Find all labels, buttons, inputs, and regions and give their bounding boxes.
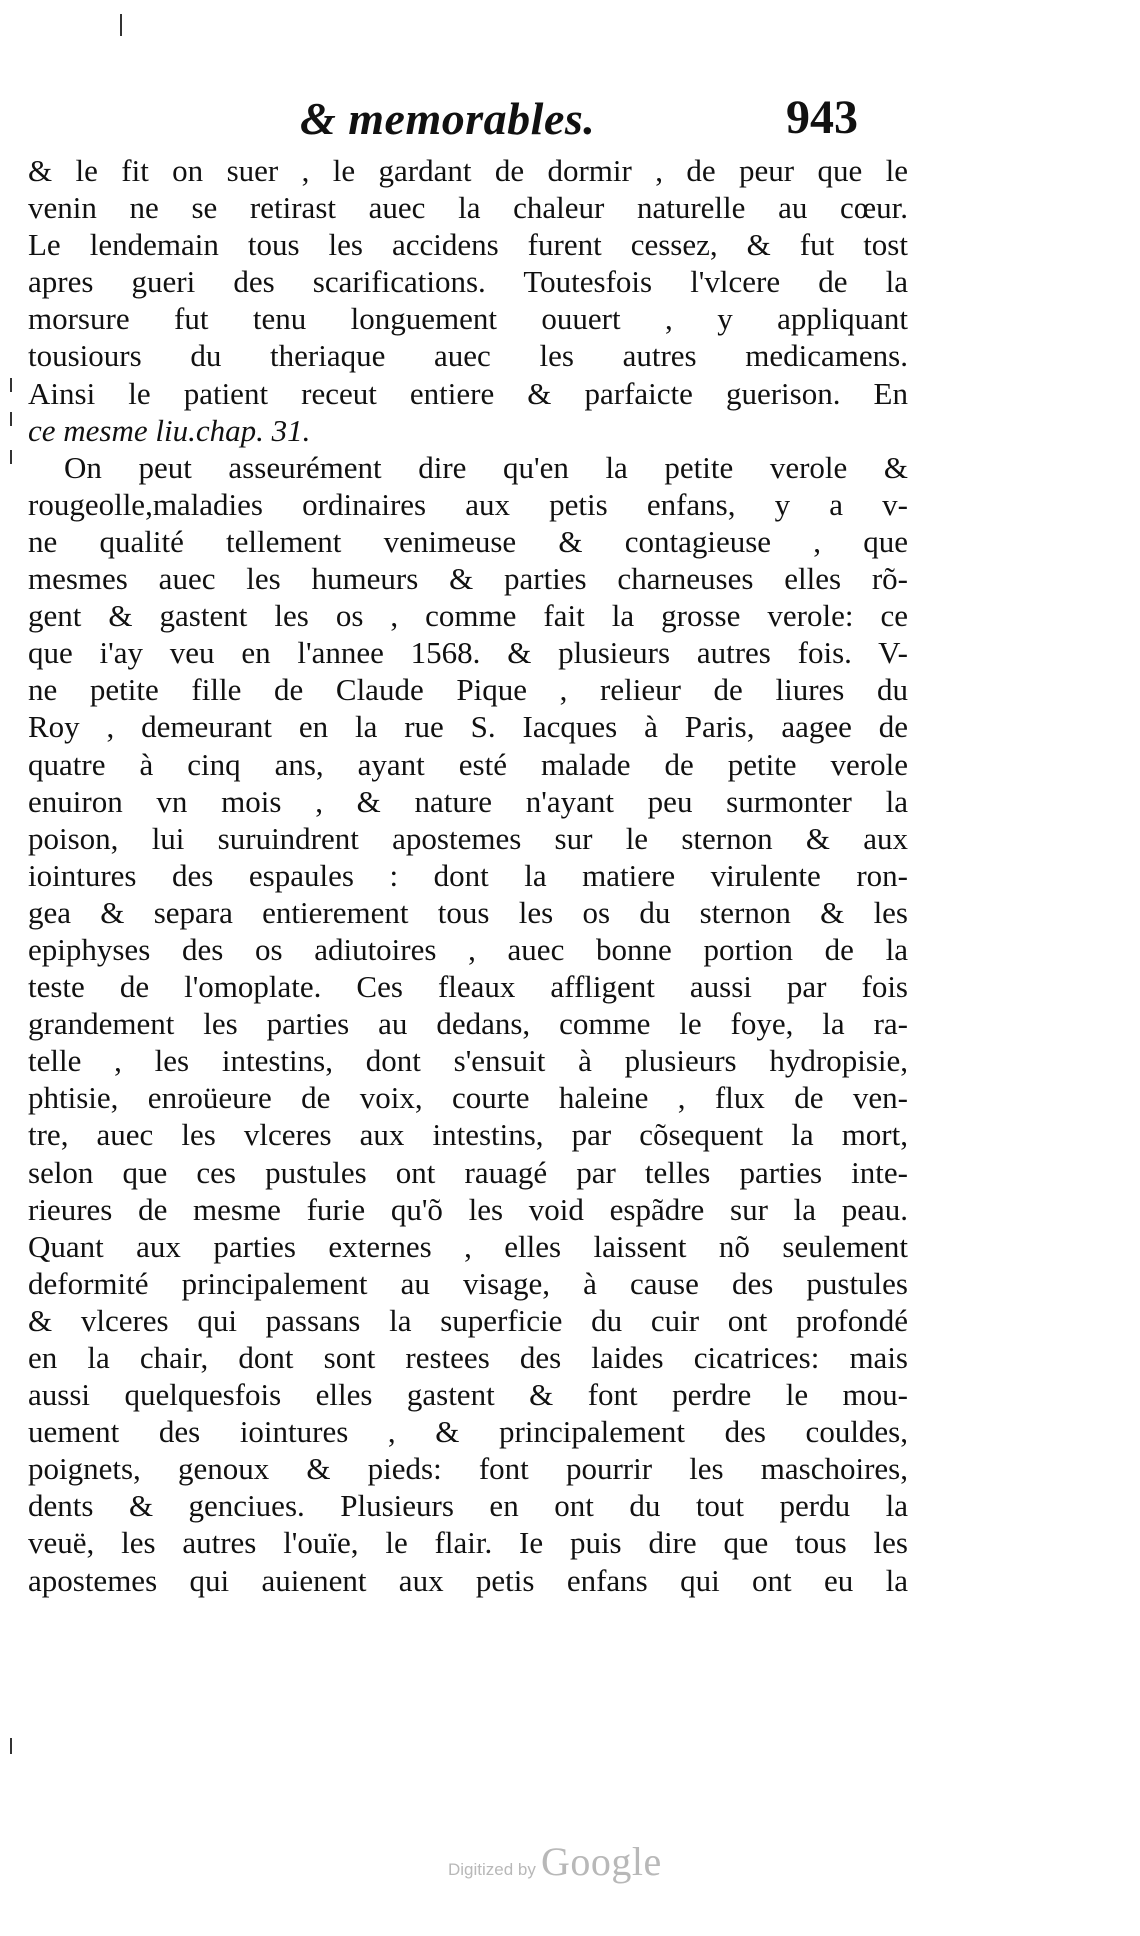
text-line: deformité principalement au visage, à cause des pustules xyxy=(28,1265,908,1301)
page-number: 943 xyxy=(786,91,858,144)
margin-mark xyxy=(10,1738,12,1754)
text-line: gea & separa entierement tous les os du sternon & les xyxy=(28,894,908,930)
text-line: uement des iointures , & principalement des couldes, xyxy=(28,1414,908,1450)
text-line: rougeolle,maladies ordinaires aux petis enfans, y a v- xyxy=(28,486,908,522)
text-line: phtisie, enroüeure de voix, courte haleine , flux de ven- xyxy=(28,1080,908,1116)
watermark-brand: Google xyxy=(540,1839,662,1884)
text-line: Quant aux parties externes , elles laissent nõ seulement xyxy=(28,1228,908,1264)
text-line: Le lendemain tous les accidens furent cessez, & fut tost xyxy=(28,227,908,263)
text-line: teste de l'omoplate. Ces fleaux affligent aussi par fois xyxy=(28,969,908,1005)
text-line: tousiours du theriaque auec les autres medicamens. xyxy=(28,338,908,374)
margin-mark xyxy=(120,14,122,36)
text-line: que i'ay veu en l'annee 1568. & plusieurs autres fois. V- xyxy=(28,635,908,671)
margin-mark xyxy=(10,450,12,464)
text-line: quatre à cinq ans, ayant esté malade de petite verole xyxy=(28,746,908,782)
text-line: mesmes auec les humeurs & parties charneuses elles rõ- xyxy=(28,561,908,597)
text-line: en la chair, dont sont restees des laides cicatrices: mais xyxy=(28,1340,908,1375)
text-line: poignets, genoux & pieds: font pourrir les maschoires, xyxy=(28,1451,908,1487)
text-line: & vlceres qui passans la superficie du cuir ont profondé xyxy=(28,1302,908,1338)
text-line: epiphyses des os adiutoires , auec bonne portion de la xyxy=(28,931,908,967)
text-line: On peut asseurément dire qu'en la petite verole & xyxy=(64,449,908,485)
margin-mark xyxy=(10,412,12,426)
text-line: & le fit on suer , le gardant de dormir , de peur que le xyxy=(28,153,908,188)
text-line: telle , les intestins, dont s'ensuit à plusieurs hydropisie, xyxy=(28,1043,908,1079)
text-line: ne qualité tellement venimeuse & contagieuse , que xyxy=(28,523,908,559)
text-line: selon que ces pustules ont rauagé par telles parties inte- xyxy=(28,1154,908,1190)
text-line: apostemes qui auienent aux petis enfans qui ont eu la xyxy=(28,1562,908,1598)
text-line: aussi quelquesfois elles gastent & font perdre le mou- xyxy=(28,1377,908,1413)
watermark-prefix: Digitized by xyxy=(448,1860,536,1879)
text-line: rieures de mesme furie qu'õ les void espãdre sur la peau. xyxy=(28,1191,908,1227)
text-line: venin ne se retirast auec la chaleur naturelle au cœur. xyxy=(28,190,908,226)
text-line: veuë, les autres l'ouïe, le flair. Ie puis dire que tous les xyxy=(28,1525,908,1561)
text-line: dents & genciues. Plusieurs en ont du tout perdu la xyxy=(28,1488,908,1524)
digitized-by-google-watermark xyxy=(448,1838,662,1885)
margin-mark xyxy=(10,378,12,392)
text-line: Roy , demeurant en la rue S. Iacques à Paris, aagee de xyxy=(28,709,908,745)
text-line: morsure fut tenu longuement ouuert , y appliquant xyxy=(28,301,908,337)
text-line: enuiron vn mois , & nature n'ayant peu surmonter la xyxy=(28,783,908,819)
text-line: poison, lui suruindrent apostemes sur le sternon & aux xyxy=(28,820,908,856)
text-line: gent & gastent les os , comme fait la grosse verole: ce xyxy=(28,598,908,634)
text-line: ne petite fille de Claude Pique , relieur de liures du xyxy=(28,672,908,708)
text-line: tre, auec les vlceres aux intestins, par cõsequent la mort, xyxy=(28,1117,908,1153)
text-line: apres gueri des scarifications. Toutesfois l'vlcere de la xyxy=(28,264,908,300)
running-header: & memorables. xyxy=(300,93,596,144)
text-line: iointures des espaules : dont la matiere virulente ron- xyxy=(28,857,908,893)
text-line: Ainsi le patient receut entiere & parfaicte guerison. En xyxy=(28,375,908,411)
body-text xyxy=(28,152,908,1599)
text-line: grandement les parties au dedans, comme le foye, la ra- xyxy=(28,1006,908,1042)
text-line: ce mesme liu.chap. 31. xyxy=(28,412,311,448)
